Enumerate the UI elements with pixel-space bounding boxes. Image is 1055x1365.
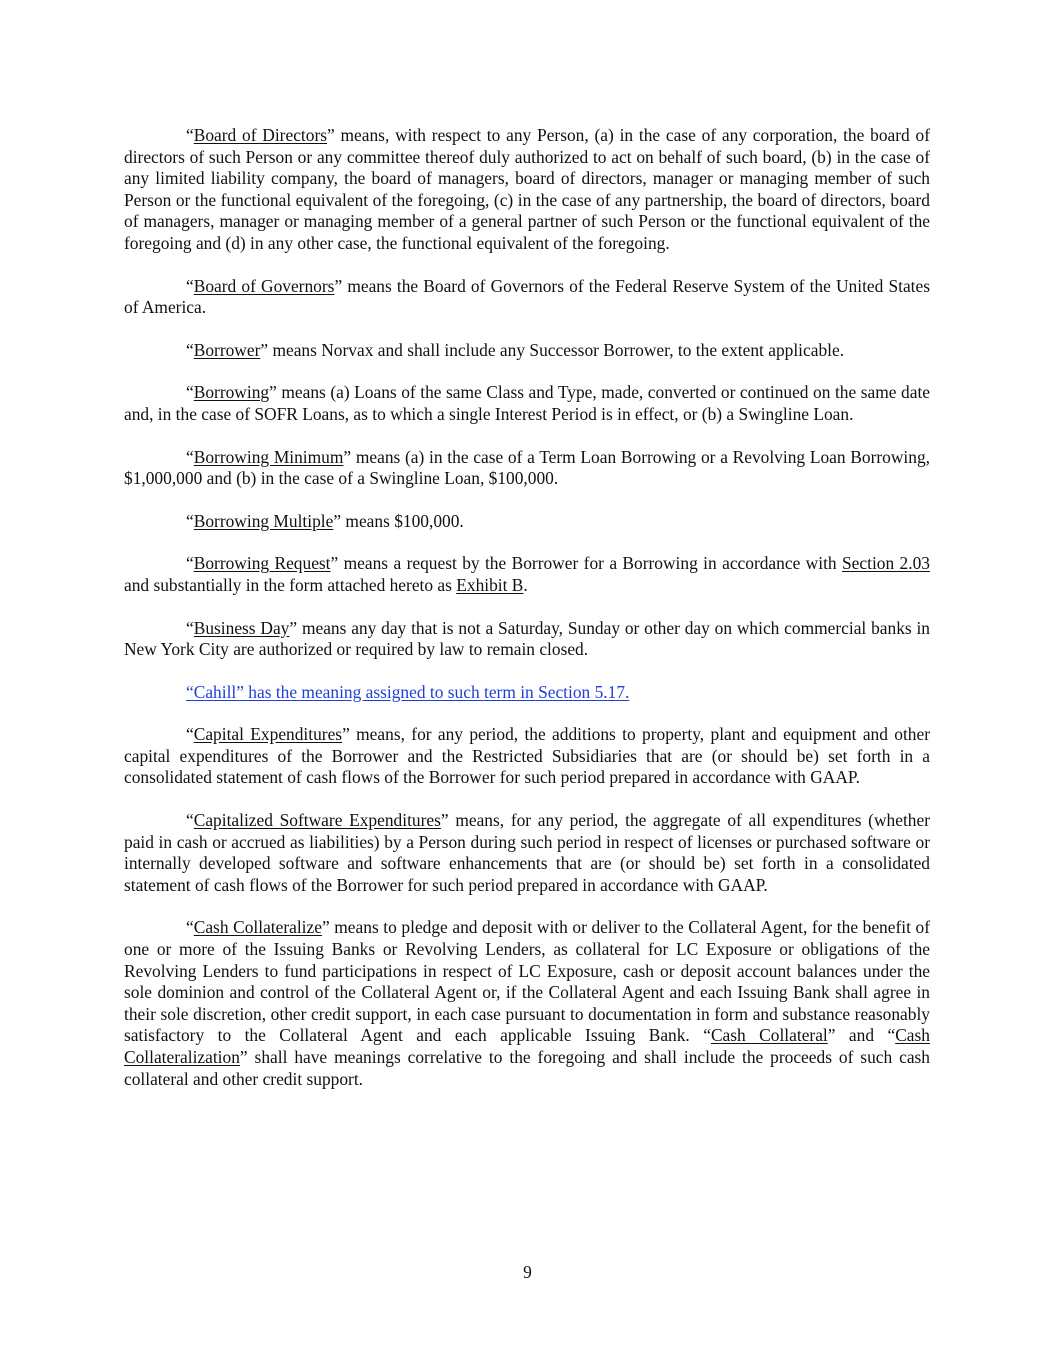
close-quote: ” bbox=[260, 339, 269, 360]
defined-term: Board of Directors bbox=[193, 125, 327, 145]
open-quote: “ bbox=[186, 810, 194, 831]
defined-term: Borrowing bbox=[193, 382, 270, 403]
defined-term: Borrowing Multiple bbox=[193, 510, 334, 531]
close-quote: ” bbox=[440, 810, 449, 831]
definition-text: means the Board of Governors of the Federal Reserve System of the United States of America. bbox=[124, 275, 930, 318]
defined-term: Borrowing Request bbox=[193, 553, 331, 574]
close-quote: ” bbox=[342, 724, 350, 745]
definition-text: means (a) Loans of the same Class and Type, made, converted or continued on the same date and, in the case of SOFR Loans, as to which a single Interest Period is in effect, or (b) a Swingline Loan. bbox=[124, 382, 930, 424]
definition-borrowing-multiple bbox=[124, 511, 930, 533]
definition-text: means, for any period, the additions to property, plant and equipment and other capital expenditures of the Borrower and the Restricted Subsidiaries that are (or should be) set forth in a consolidated statement of cash flows of the Borrower for such period prepared in accordance with GAAP. bbox=[124, 724, 930, 788]
inserted-revision-text: “Cahill” has the meaning assigned to such term in Section 5.17. bbox=[186, 681, 630, 702]
defined-term-cash-collateral: Cash Collateral bbox=[710, 1025, 828, 1046]
close-quote: ” bbox=[321, 917, 330, 938]
page-number: 9 bbox=[523, 1262, 532, 1282]
definition-text-end: . bbox=[523, 574, 528, 595]
definition-board-of-directors bbox=[124, 125, 930, 255]
document-page-body bbox=[124, 125, 930, 1111]
definition-borrowing-minimum bbox=[124, 447, 930, 490]
definition-borrower bbox=[124, 340, 930, 362]
definition-text: means, for any period, the aggregate of all expenditures (whether paid in cash or accrued as liabilities) by a Person during such period in respect of licenses or purchased software or internally developed software and software enhancements that are (or should be) set forth in a consolidated statement of cash flows of the Borrower for such period prepared in accordance with GAAP. bbox=[124, 810, 930, 895]
definition-cahill-inserted bbox=[124, 682, 930, 704]
open-quote: “ bbox=[186, 275, 194, 296]
definition-text-continued: and substantially in the form attached hereto as bbox=[124, 574, 457, 595]
section-reference: Section 2.03 bbox=[842, 553, 930, 574]
open-quote: “ bbox=[186, 446, 194, 467]
defined-term: Borrowing Minimum bbox=[193, 446, 344, 467]
open-quote: “ bbox=[186, 510, 194, 531]
close-quote: ” bbox=[334, 275, 343, 296]
definition-text: means a request by the Borrower for a Borrowing in accordance with bbox=[338, 553, 842, 574]
close-quote: ” bbox=[343, 446, 352, 467]
close-quote: ” bbox=[327, 125, 335, 145]
definition-text: means to pledge and deposit with or deliver to the Collateral Agent, for the benefit of one or more of the Issuing Banks or Revolving Lenders, as collateral for LC Exposure or obligations of the Revolving Lenders to fund participations in respect of LC Exposure, cash or deposit account balances under the sole dominion and control of the Collateral Agent or, if the Collateral Agent and each Issuing Bank shall agree in their sole discretion, other credit support, in each case pursuant to documentation in form and substance reasonably satisfactory to the Collateral Agent and each applicable Issuing Bank. “ bbox=[124, 917, 930, 1046]
defined-term: Board of Governors bbox=[193, 275, 335, 296]
close-quote: ” bbox=[330, 553, 339, 574]
definition-text: means, with respect to any Person, (a) in the case of any corporation, the board of directors of such Person or any committee thereof duly authorized to act on behalf of such board, (b) in the case of any limited liability company, the board of managers, board of directors, manager or managing member of such Person or the functional equivalent of the foregoing, (c) in the case of any partnership, the board of directors, board of managers, manager or managing member of a general partner of such Person or the functional equivalent of the foregoing and (d) in any other case, the functional equivalent of the foregoing. bbox=[124, 125, 930, 253]
defined-term: Business Day bbox=[193, 617, 290, 638]
definition-text: means (a) in the case of a Term Loan Borrowing or a Revolving Loan Borrowing, $1,000,000 and (b) in the case of a Swingline Loan, $100,000. bbox=[124, 446, 930, 489]
definition-borrowing bbox=[124, 382, 930, 425]
definition-text: means any day that is not a Saturday, Sunday or other day on which commercial banks in New York City are authorized or required by law to remain closed. bbox=[124, 617, 931, 660]
open-quote: “ bbox=[186, 382, 194, 403]
open-quote: “ bbox=[186, 917, 194, 938]
defined-term: Cash Collateralize bbox=[193, 917, 322, 938]
exhibit-reference: Exhibit B bbox=[456, 574, 524, 595]
definition-board-of-governors bbox=[124, 276, 930, 319]
open-quote: “ bbox=[186, 553, 194, 574]
open-quote: “ bbox=[186, 617, 194, 638]
definition-cash-collateralize bbox=[124, 917, 930, 1090]
definition-business-day bbox=[124, 618, 930, 661]
defined-term-cash-collateralization: Cash Collateralization bbox=[124, 1025, 930, 1067]
definition-capital-expenditures bbox=[124, 724, 930, 789]
close-quote: ” bbox=[333, 510, 342, 531]
defined-term: Borrower bbox=[193, 339, 261, 360]
definition-text-end: ” shall have meanings correlative to the foregoing and shall include the proceeds of such cash collateral and other credit support. bbox=[124, 1047, 930, 1089]
open-quote: “ bbox=[186, 339, 194, 360]
definition-text-continued: ” and “ bbox=[827, 1025, 896, 1046]
defined-term: Capitalized Software Expenditures bbox=[193, 810, 441, 831]
defined-term: Capital Expenditures bbox=[193, 724, 343, 745]
definition-text: means $100,000. bbox=[341, 510, 464, 531]
open-quote: “ bbox=[186, 125, 194, 145]
close-quote: ” bbox=[269, 382, 277, 403]
definition-borrowing-request bbox=[124, 553, 930, 596]
close-quote: ” bbox=[289, 617, 298, 638]
open-quote: “ bbox=[186, 724, 194, 745]
definition-capitalized-software-expenditures bbox=[124, 810, 930, 896]
definition-text: means Norvax and shall include any Successor Borrower, to the extent applicable. bbox=[268, 339, 845, 360]
